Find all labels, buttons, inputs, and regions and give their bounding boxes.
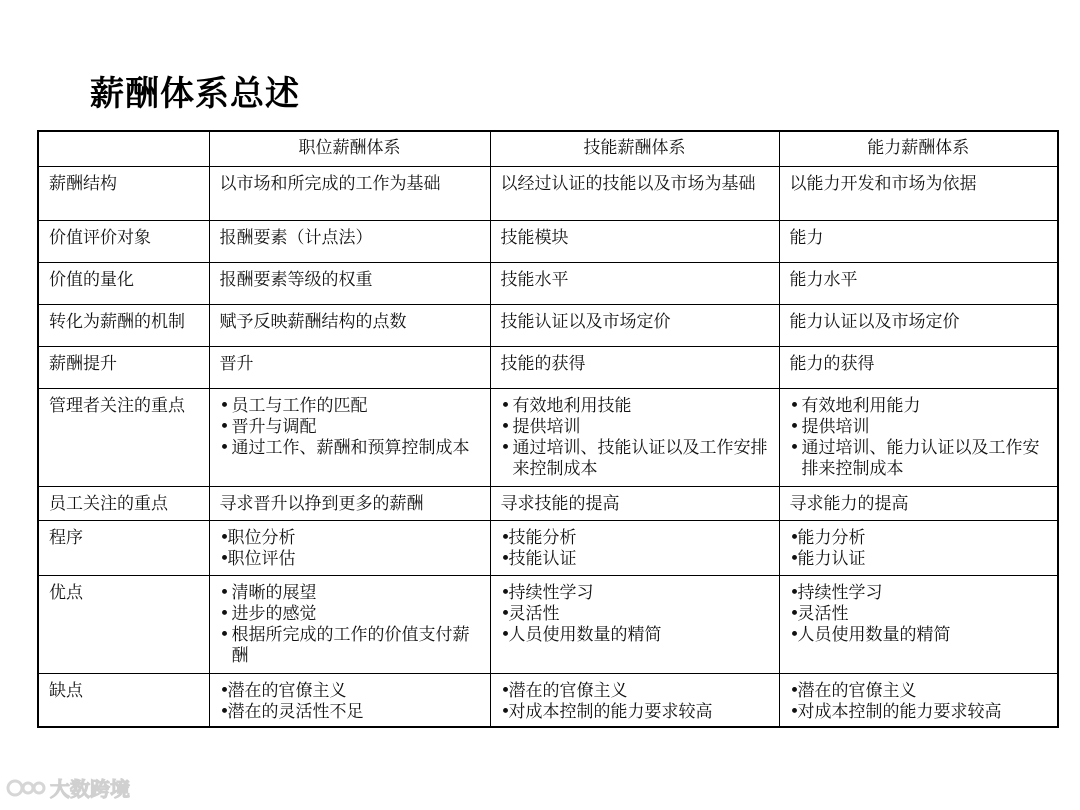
table-cell bbox=[779, 388, 1057, 486]
table-cell bbox=[490, 166, 779, 220]
comparison-table-frame bbox=[37, 130, 1059, 728]
bullet-list bbox=[790, 583, 1048, 646]
bullet-item: • 对成本控制的能力要求较高 bbox=[501, 702, 769, 723]
table-cell bbox=[209, 673, 490, 728]
row-label: 员工关注的重点 bbox=[39, 486, 209, 520]
row-label: 价值评价对象 bbox=[39, 220, 209, 262]
bullet-item: • 潜在的官僚主义 bbox=[501, 681, 769, 702]
cell-text: 报酬要素（计点法） bbox=[219, 227, 373, 248]
bullet-item: • 灵活性 bbox=[790, 604, 1048, 625]
row-label: 程序 bbox=[39, 520, 209, 575]
table-cell bbox=[209, 166, 490, 220]
table-row bbox=[39, 575, 1057, 673]
bullet-item: • 人员使用数量的精简 bbox=[501, 625, 769, 646]
bullet-list bbox=[501, 396, 769, 480]
table-row bbox=[39, 220, 1057, 262]
table-cell bbox=[490, 220, 779, 262]
bullet-item: • 持续性学习 bbox=[790, 583, 1048, 604]
table-row bbox=[39, 304, 1057, 346]
table-row bbox=[39, 486, 1057, 520]
table-cell bbox=[779, 575, 1057, 673]
table-cell bbox=[490, 575, 779, 673]
table-cell bbox=[209, 575, 490, 673]
header-cell-corner bbox=[39, 132, 209, 166]
bullet-list bbox=[790, 681, 1048, 723]
bullet-list bbox=[790, 396, 1048, 480]
bullet-item: • 职位评估 bbox=[220, 549, 480, 570]
table-cell bbox=[490, 388, 779, 486]
row-label: 缺点 bbox=[39, 673, 209, 728]
bullet-item: • 有效地利用能力 bbox=[790, 396, 1048, 417]
bullet-item: • 能力分析 bbox=[790, 528, 1048, 549]
bullet-list bbox=[220, 681, 480, 723]
header-cell-position-pay: 职位薪酬体系 bbox=[209, 132, 490, 166]
bullet-item: • 职位分析 bbox=[220, 528, 480, 549]
table-row bbox=[39, 673, 1057, 728]
table-cell bbox=[490, 346, 779, 388]
brand-logo-icon bbox=[6, 775, 46, 801]
bullet-item: • 有效地利用技能 bbox=[501, 396, 769, 417]
cell-text: 能力水平 bbox=[789, 269, 858, 290]
table-row bbox=[39, 520, 1057, 575]
table-cell bbox=[779, 673, 1057, 728]
table-cell bbox=[490, 304, 779, 346]
cell-text: 赋予反映薪酬结构的点数 bbox=[219, 311, 407, 332]
table-cell bbox=[779, 346, 1057, 388]
watermark-text: 大数跨境 bbox=[50, 777, 130, 801]
table-cell bbox=[779, 262, 1057, 304]
row-label: 管理者关注的重点 bbox=[39, 388, 209, 486]
bullet-list bbox=[501, 528, 769, 570]
table-cell bbox=[490, 486, 779, 520]
table-row bbox=[39, 346, 1057, 388]
cell-text: 寻求能力的提高 bbox=[789, 493, 909, 514]
cell-text: 技能的获得 bbox=[500, 353, 586, 374]
cell-text: 技能水平 bbox=[500, 269, 569, 290]
table-row bbox=[39, 166, 1057, 220]
table-cell bbox=[209, 388, 490, 486]
table-cell bbox=[779, 166, 1057, 220]
table-row bbox=[39, 388, 1057, 486]
cell-text: 寻求技能的提高 bbox=[500, 493, 620, 514]
header-cell-skill-pay: 技能薪酬体系 bbox=[490, 132, 779, 166]
bullet-list bbox=[220, 583, 480, 667]
table-cell bbox=[490, 673, 779, 728]
bullet-item: • 通过工作、薪酬和预算控制成本 bbox=[220, 438, 480, 459]
bullet-item: • 潜在的官僚主义 bbox=[220, 681, 480, 702]
cell-text: 技能认证以及市场定价 bbox=[500, 311, 671, 332]
table-cell bbox=[209, 346, 490, 388]
bullet-item: • 技能认证 bbox=[501, 549, 769, 570]
bullet-item: • 灵活性 bbox=[501, 604, 769, 625]
bullet-item: • 员工与工作的匹配 bbox=[220, 396, 480, 417]
bullet-item: • 通过培训、能力认证以及工作安排来控制成本 bbox=[790, 438, 1048, 480]
cell-text: 能力认证以及市场定价 bbox=[789, 311, 960, 332]
table-cell bbox=[779, 486, 1057, 520]
bullet-list bbox=[220, 528, 480, 570]
bullet-item: • 人员使用数量的精简 bbox=[790, 625, 1048, 646]
table-cell bbox=[779, 220, 1057, 262]
cell-text: 能力的获得 bbox=[789, 353, 875, 374]
bullet-item: • 潜在的官僚主义 bbox=[790, 681, 1048, 702]
table-cell bbox=[209, 304, 490, 346]
cell-text: 以经过认证的技能以及市场为基础 bbox=[500, 173, 756, 194]
cell-text: 能力 bbox=[789, 227, 824, 248]
header-cell-competency-pay: 能力薪酬体系 bbox=[779, 132, 1057, 166]
bullet-list bbox=[790, 528, 1048, 570]
bullet-item: • 提供培训 bbox=[501, 417, 769, 438]
table-cell bbox=[209, 220, 490, 262]
bullet-item: • 对成本控制的能力要求较高 bbox=[790, 702, 1048, 723]
cell-text: 以能力开发和市场为依据 bbox=[789, 173, 977, 194]
row-label: 薪酬提升 bbox=[39, 346, 209, 388]
bullet-item: • 根据所完成的工作的价值支付薪酬 bbox=[220, 625, 480, 667]
cell-text: 技能模块 bbox=[500, 227, 569, 248]
bullet-item: • 持续性学习 bbox=[501, 583, 769, 604]
cell-text: 晋升 bbox=[219, 353, 254, 374]
comparison-table bbox=[39, 132, 1057, 728]
table-body bbox=[39, 166, 1057, 728]
bullet-item: • 提供培训 bbox=[790, 417, 1048, 438]
table-cell bbox=[779, 304, 1057, 346]
bullet-item: • 能力认证 bbox=[790, 549, 1048, 570]
bullet-list bbox=[501, 583, 769, 646]
bullet-list bbox=[220, 396, 480, 459]
bullet-item: • 潜在的灵活性不足 bbox=[220, 702, 480, 723]
table-cell bbox=[779, 520, 1057, 575]
watermark bbox=[6, 773, 130, 802]
table-row bbox=[39, 262, 1057, 304]
bullet-list bbox=[501, 681, 769, 723]
header-row bbox=[39, 132, 1057, 166]
table-cell bbox=[209, 520, 490, 575]
table-cell bbox=[490, 520, 779, 575]
table-cell bbox=[209, 262, 490, 304]
cell-text: 寻求晋升以挣到更多的薪酬 bbox=[219, 493, 424, 514]
cell-text: 报酬要素等级的权重 bbox=[219, 269, 373, 290]
bullet-item: • 清晰的展望 bbox=[220, 583, 480, 604]
slide-title: 薪酬体系总述 bbox=[90, 74, 300, 114]
cell-text: 以市场和所完成的工作为基础 bbox=[219, 173, 441, 194]
row-label: 转化为薪酬的机制 bbox=[39, 304, 209, 346]
table-cell bbox=[490, 262, 779, 304]
bullet-item: • 晋升与调配 bbox=[220, 417, 480, 438]
bullet-item: • 通过培训、技能认证以及工作安排来控制成本 bbox=[501, 438, 769, 480]
bullet-item: • 进步的感觉 bbox=[220, 604, 480, 625]
table-cell bbox=[209, 486, 490, 520]
row-label: 薪酬结构 bbox=[39, 166, 209, 220]
bullet-item: • 技能分析 bbox=[501, 528, 769, 549]
row-label: 优点 bbox=[39, 575, 209, 673]
row-label: 价值的量化 bbox=[39, 262, 209, 304]
